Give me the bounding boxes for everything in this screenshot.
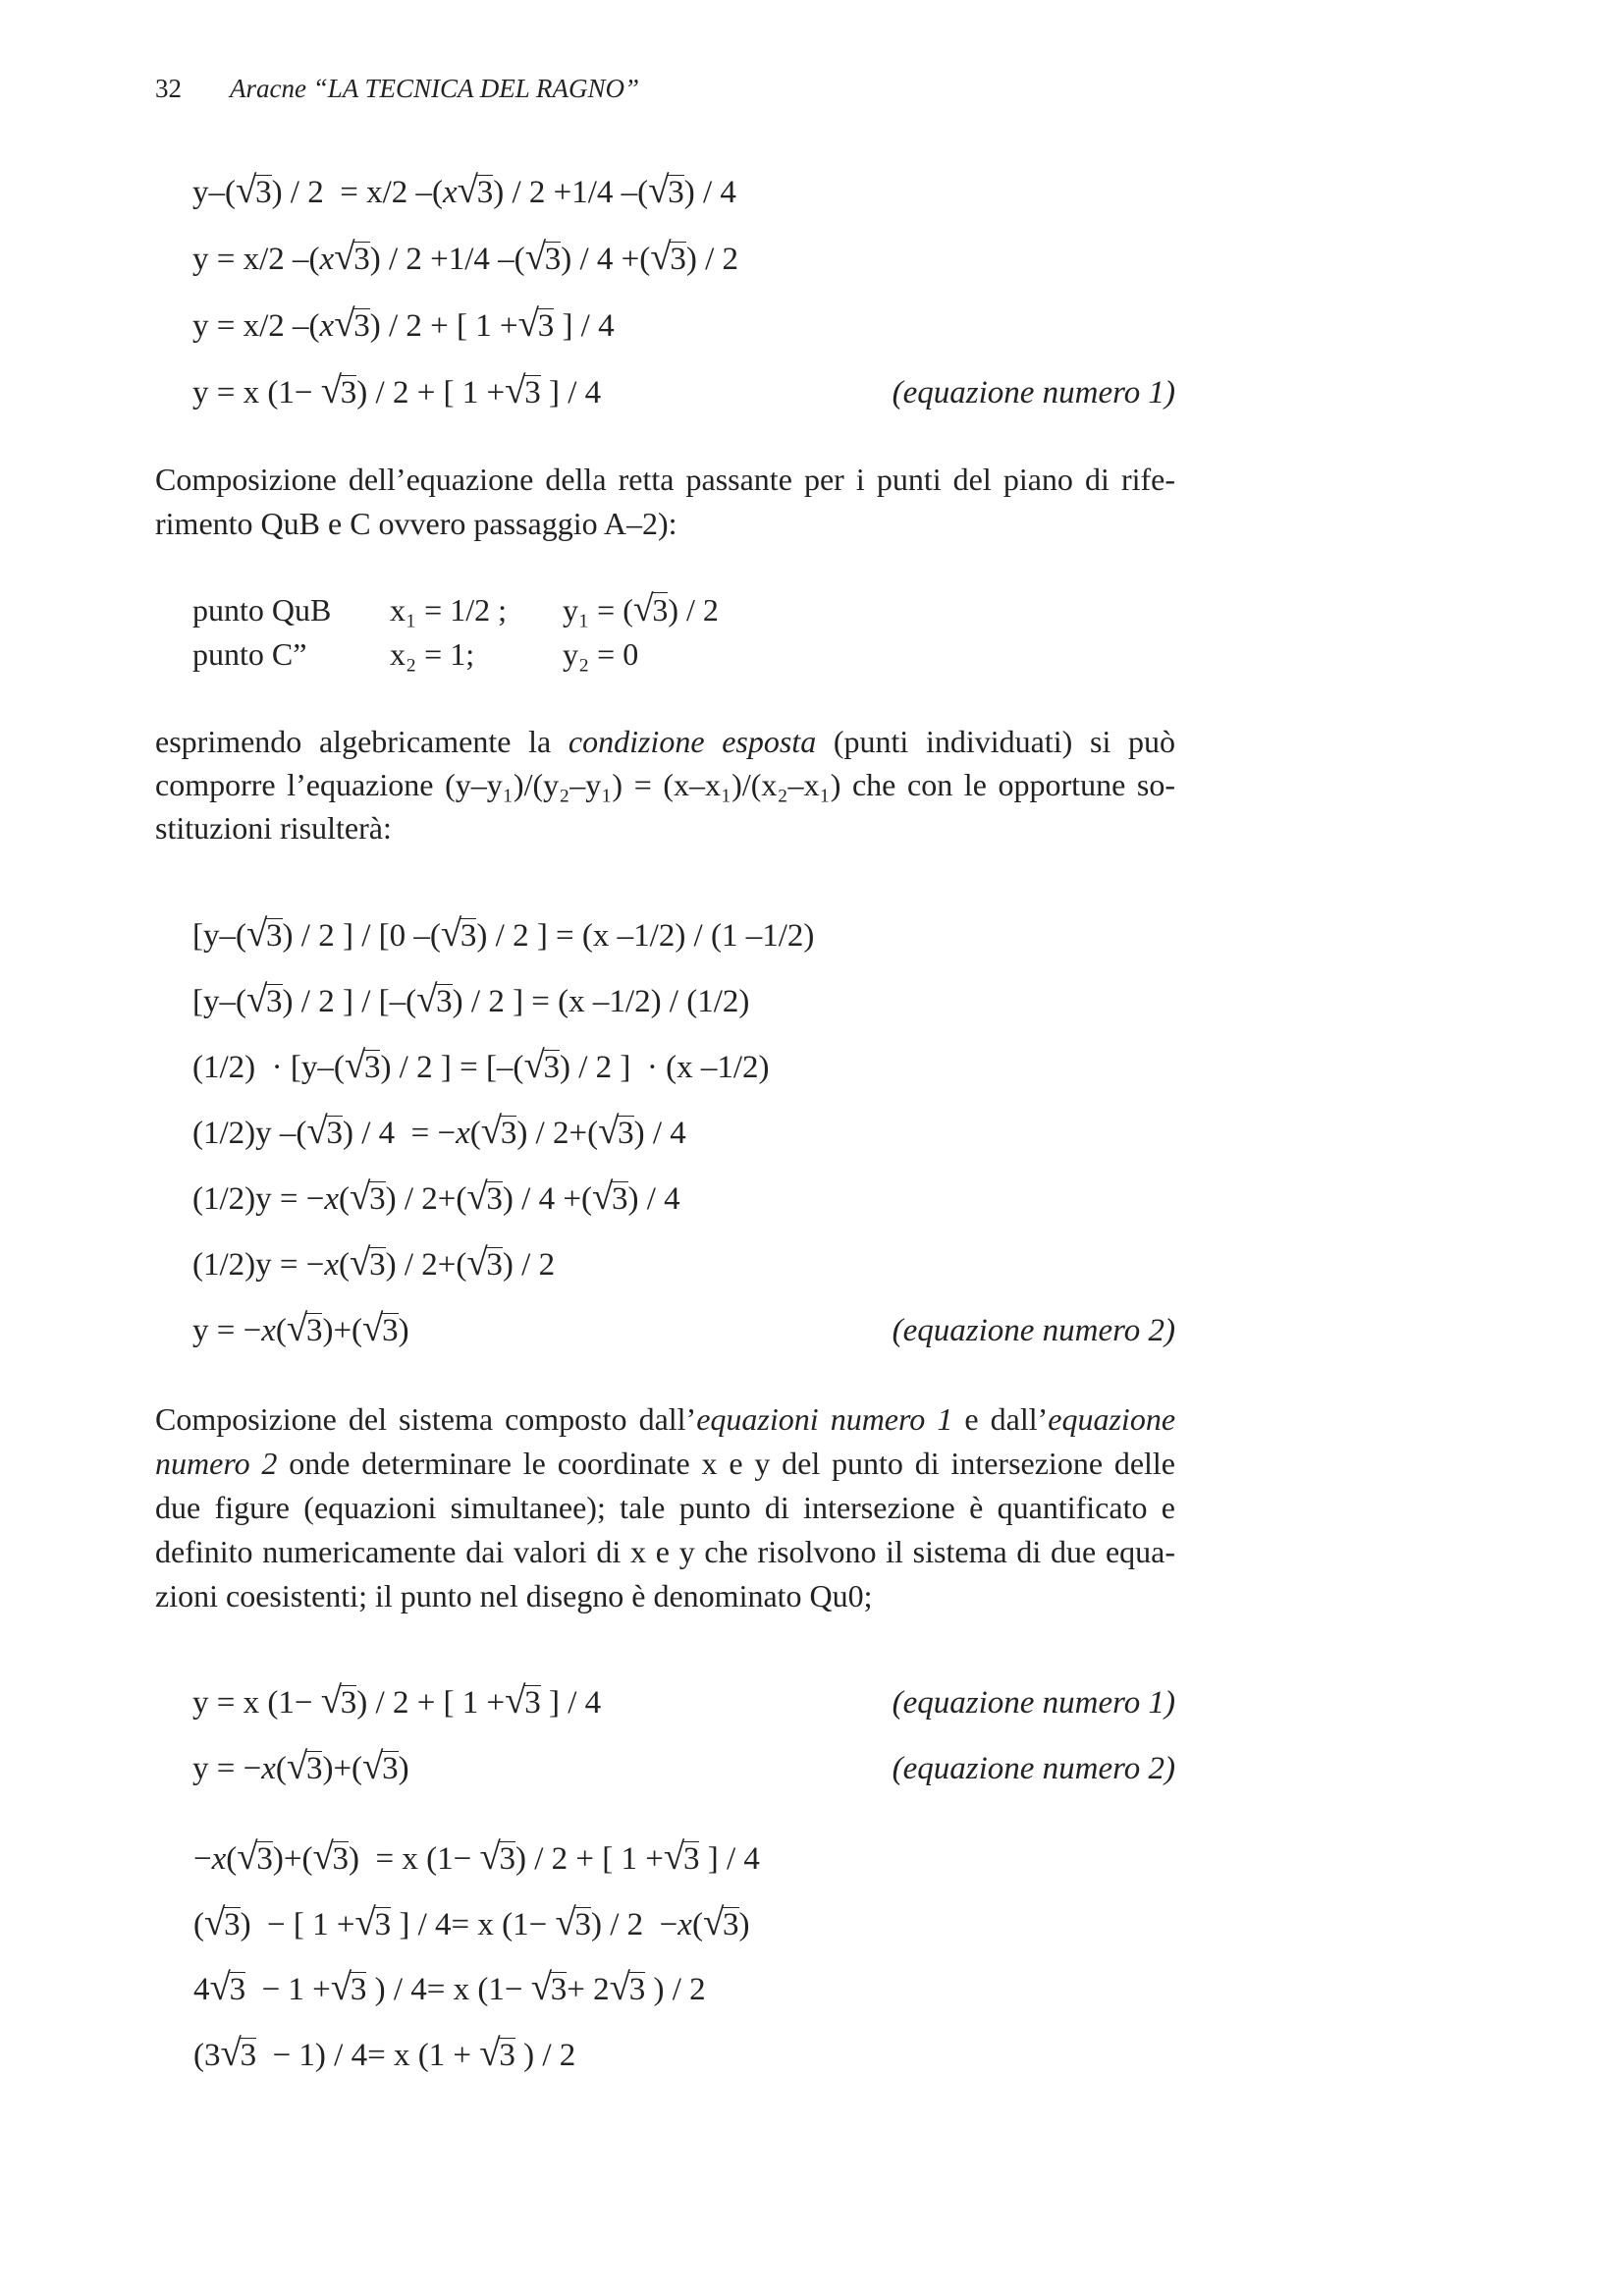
radicand: 3	[500, 1116, 517, 1151]
radical-sign: √	[245, 912, 268, 955]
emphasis-text: condizione esposta	[568, 724, 817, 759]
radical-sign: √	[648, 169, 670, 211]
radicand: 3	[612, 1181, 628, 1217]
radicand: 3	[363, 1050, 381, 1085]
radical-sign: √	[440, 912, 462, 955]
point-abscissa: x₂ = 1;	[390, 636, 475, 672]
italic-variable: x	[261, 1751, 276, 1786]
equation-block-2	[192, 903, 1175, 1364]
radicand: 3	[668, 175, 684, 210]
radicand: 3	[460, 918, 477, 954]
equation-text: 4√3 − 1 +√3 ) / 4= x (1− √3+ 2√3 ) / 2	[193, 1966, 706, 2008]
equation-text: y = x/2 –(x√3) / 2 +1/4 –(√3) / 4 +(√3) / 2	[192, 236, 738, 278]
equation-line	[192, 359, 1175, 426]
point-name: punto QuB	[192, 592, 332, 628]
page-number: 32	[155, 74, 182, 103]
radical-sign: √	[286, 1307, 308, 1349]
radicand: 3	[524, 375, 541, 410]
equation-text: (1/2)y –(√3) / 4 = −x(√3) / 2+(√3) / 4	[192, 1110, 686, 1152]
radical-sign: √	[362, 1307, 384, 1349]
radicand: 3	[499, 2037, 515, 2073]
radical-sign: √	[320, 1679, 343, 1722]
equation-line	[193, 1827, 1175, 1892]
radical-sign: √	[350, 1241, 371, 1284]
equation-text: y = x (1− √3) / 2 + [ 1 +√3 ] / 4	[192, 1679, 602, 1722]
equation-line	[193, 1957, 1175, 2023]
equation-text: (√3) − [ 1 +√3 ] / 4= x (1− √3) / 2 −x(√3)	[193, 1900, 750, 1943]
radical-sign: √	[354, 1900, 376, 1943]
equation-text: (1/2) · [y–(√3) / 2 ] = [–(√3) / 2 ] · (x –1/2)	[192, 1044, 770, 1086]
radicand: 3	[229, 1972, 246, 2007]
radical-sign: √	[650, 236, 672, 278]
radical-sign: √	[457, 169, 479, 211]
radical-sign: √	[416, 978, 438, 1020]
radicand: 3	[266, 984, 283, 1019]
radical-sign: √	[236, 169, 257, 211]
equation-block-1	[192, 159, 1175, 426]
radical-sign: √	[350, 1175, 371, 1218]
radical-sign: √	[312, 1835, 334, 1878]
equation-line	[192, 1670, 1175, 1736]
radical-sign: √	[524, 236, 547, 278]
text-line	[155, 1397, 1175, 1442]
radicand: 3	[537, 308, 555, 344]
radicand: 3	[544, 242, 562, 277]
equation-block-4	[193, 1827, 1175, 2088]
radical-sign: √	[237, 1835, 258, 1878]
radicand: 3	[332, 1841, 349, 1877]
radicand: 3	[240, 2037, 257, 2073]
radicand: 3	[524, 1685, 541, 1721]
point-ordinate: y₁ = (√3) / 2	[563, 588, 719, 629]
radicand: 3	[305, 1751, 323, 1786]
text-line	[155, 720, 1175, 763]
text-line	[155, 1574, 1175, 1618]
radical-sign: √	[702, 1900, 725, 1943]
text-segment: esprimendo algebricamente la	[155, 724, 568, 759]
point-name: punto C”	[192, 636, 307, 672]
radical-sign: √	[204, 1900, 226, 1943]
radicand: 3	[628, 1972, 646, 2007]
radical-sign: √	[306, 1110, 328, 1152]
emphasis-text: equazioni numero 1	[696, 1401, 953, 1437]
paragraph-1	[155, 458, 1175, 546]
radicand: 3	[499, 1841, 516, 1877]
equation-text: (3√3 − 1) / 4= x (1 + √3 ) / 2	[193, 2031, 576, 2074]
radicand: 3	[350, 1972, 367, 2007]
radicand: 3	[670, 242, 686, 277]
equation-text: −x(√3)+(√3) = x (1− √3) / 2 + [ 1 +√3 ] / 4	[193, 1835, 760, 1878]
radical-sign: √	[555, 1900, 576, 1943]
equation-text: y = x (1− √3) / 2 + [ 1 +√3 ] / 4	[192, 369, 602, 411]
equation-line	[192, 226, 1175, 293]
radicand: 3	[369, 1181, 386, 1217]
text-segment: due figure (equazioni simultanee); tale punto di intersezione è quantificato e	[155, 1490, 1175, 1525]
point-row	[192, 632, 880, 677]
radicand: 3	[340, 375, 357, 410]
radicand: 3	[353, 242, 370, 277]
italic-variable: x	[319, 242, 335, 277]
equation-text: [y–(√3) / 2 ] / [–(√3) / 2 ] = (x –1/2) / (1/2)	[192, 978, 750, 1020]
italic-variable: x	[261, 1313, 276, 1348]
radical-sign: √	[598, 1110, 620, 1152]
radical-sign: √	[505, 369, 526, 411]
point-row	[192, 588, 880, 632]
equation-label: (equazione numero 1)	[892, 375, 1175, 410]
equation-line	[192, 1736, 1175, 1802]
italic-variable: x	[677, 1906, 692, 1942]
equation-label: (equazione numero 1)	[892, 1685, 1175, 1721]
radical-sign: √	[286, 1745, 308, 1787]
radicand: 3	[326, 1116, 343, 1151]
radical-sign: √	[209, 1966, 231, 2008]
radical-sign: √	[344, 1044, 366, 1086]
radicand: 3	[550, 1972, 568, 2007]
equation-label: (equazione numero 2)	[892, 1751, 1175, 1786]
radicand: 3	[374, 1906, 392, 1942]
equation-line	[193, 2023, 1175, 2089]
text-segment: definito numericamente dai valori di x e y che risolvono il sistema di due equa-	[155, 1534, 1175, 1569]
text-line	[155, 1442, 1175, 1486]
radical-sign: √	[330, 1966, 352, 2008]
equation-text: y = x/2 –(x√3) / 2 + [ 1 +√3 ] / 4	[192, 302, 615, 345]
radicand: 3	[382, 1751, 399, 1786]
equation-line	[192, 1101, 1175, 1167]
text-line	[155, 763, 1175, 806]
text-line	[155, 458, 1175, 502]
radicand: 3	[543, 1050, 560, 1085]
radical-sign: √	[505, 1679, 526, 1722]
radicand: 3	[382, 1313, 399, 1348]
radicand: 3	[723, 1906, 739, 1942]
text-line	[155, 1530, 1175, 1574]
emphasis-text: equazione	[1048, 1401, 1176, 1437]
text-segment: e dall’	[952, 1401, 1049, 1437]
equation-line	[192, 969, 1175, 1035]
equation-line	[193, 1892, 1175, 1958]
equation-line	[192, 903, 1175, 969]
radical-sign: √	[479, 1835, 501, 1878]
radical-sign: √	[517, 302, 539, 345]
text-line	[155, 806, 1175, 849]
paragraph-2	[155, 720, 1175, 849]
radicand: 3	[369, 1247, 386, 1283]
radical-sign: √	[466, 1241, 488, 1284]
radicand: 3	[256, 1841, 273, 1877]
radicand: 3	[266, 918, 283, 954]
radical-sign: √	[632, 588, 654, 629]
radicand: 3	[305, 1313, 323, 1348]
radical-sign: √	[334, 302, 355, 345]
radicand: 3	[682, 1841, 700, 1877]
radicand: 3	[224, 1906, 241, 1942]
radical-sign: √	[362, 1745, 384, 1787]
radicand: 3	[353, 308, 370, 344]
radicand: 3	[436, 984, 453, 1019]
text-segment: onde determinare le coordinate x e y del punto di intersezione delle	[277, 1446, 1176, 1481]
text-segment: comporre l’equazione (y–y₁)/(y₂–y₁) = (x–x₁)/(x₂–x₁) che con le opportune so-	[155, 767, 1175, 802]
radical-sign: √	[334, 236, 355, 278]
radical-sign: √	[479, 2031, 501, 2074]
equation-line	[192, 1035, 1175, 1101]
radical-sign: √	[609, 1966, 631, 2008]
equation-line	[192, 159, 1175, 226]
text-segment: zioni coesistenti; il punto nel disegno è denominato Qu0;	[155, 1578, 873, 1613]
emphasis-text: numero 2	[155, 1446, 278, 1481]
text-line	[155, 502, 1175, 546]
text-segment: (punti individuati) si può	[816, 724, 1176, 759]
radical-sign: √	[245, 978, 268, 1020]
point-ordinate: y₂ = 0	[563, 636, 639, 672]
italic-variable: x	[211, 1841, 227, 1877]
radicand: 3	[340, 1685, 357, 1721]
radicand: 3	[486, 1181, 503, 1217]
equation-text: y–(√3) / 2 = x/2 –(x√3) / 2 +1/4 –(√3) / 4	[192, 169, 736, 211]
equation-text: y = −x(√3)+(√3)	[192, 1745, 409, 1787]
italic-variable: x	[324, 1247, 340, 1283]
italic-variable: x	[443, 175, 458, 210]
text-segment: Composizione del sistema composto dall’	[155, 1401, 697, 1437]
radicand: 3	[255, 175, 272, 210]
text-segment: rimento QuB e C ovvero passaggio A–2):	[155, 506, 677, 541]
italic-variable: x	[456, 1116, 470, 1151]
radicand: 3	[652, 592, 669, 628]
radicand: 3	[574, 1906, 592, 1942]
radical-sign: √	[591, 1175, 614, 1218]
equation-line	[192, 1232, 1175, 1298]
radical-sign: √	[466, 1175, 488, 1218]
radicand: 3	[476, 175, 494, 210]
radical-sign: √	[220, 2031, 242, 2074]
equation-line	[192, 1298, 1175, 1364]
point-abscissa: x₁ = 1/2 ;	[390, 592, 507, 628]
equation-text: y = −x(√3)+(√3)	[192, 1307, 409, 1349]
equation-line	[192, 1167, 1175, 1232]
points-table	[192, 588, 880, 677]
radical-sign: √	[663, 1835, 685, 1878]
text-segment: stituzioni risulterà:	[155, 810, 392, 846]
radicand: 3	[486, 1247, 503, 1283]
equation-text: (1/2)y = −x(√3) / 2+(√3) / 2	[192, 1241, 556, 1284]
text-line	[155, 1486, 1175, 1530]
italic-variable: x	[324, 1181, 340, 1217]
equation-line	[192, 293, 1175, 359]
running-title: Aracne “LA TECNICA DEL RAGNO”	[230, 74, 640, 103]
radical-sign: √	[320, 369, 343, 411]
italic-variable: x	[319, 308, 335, 344]
radicand: 3	[618, 1116, 634, 1151]
text-segment: Composizione dell’equazione della retta passante per i punti del piano di rife-	[155, 462, 1175, 497]
equation-text: (1/2)y = −x(√3) / 2+(√3) / 4 +(√3) / 4	[192, 1175, 680, 1218]
paragraph-3	[155, 1397, 1175, 1618]
equation-system	[192, 1670, 1175, 1802]
equation-text: [y–(√3) / 2 ] / [0 –(√3) / 2 ] = (x –1/2) / (1 –1/2)	[192, 912, 815, 955]
radical-sign: √	[480, 1110, 503, 1152]
radical-sign: √	[523, 1044, 545, 1086]
equation-label: (equazione numero 2)	[892, 1313, 1175, 1348]
radical-sign: √	[530, 1966, 553, 2008]
